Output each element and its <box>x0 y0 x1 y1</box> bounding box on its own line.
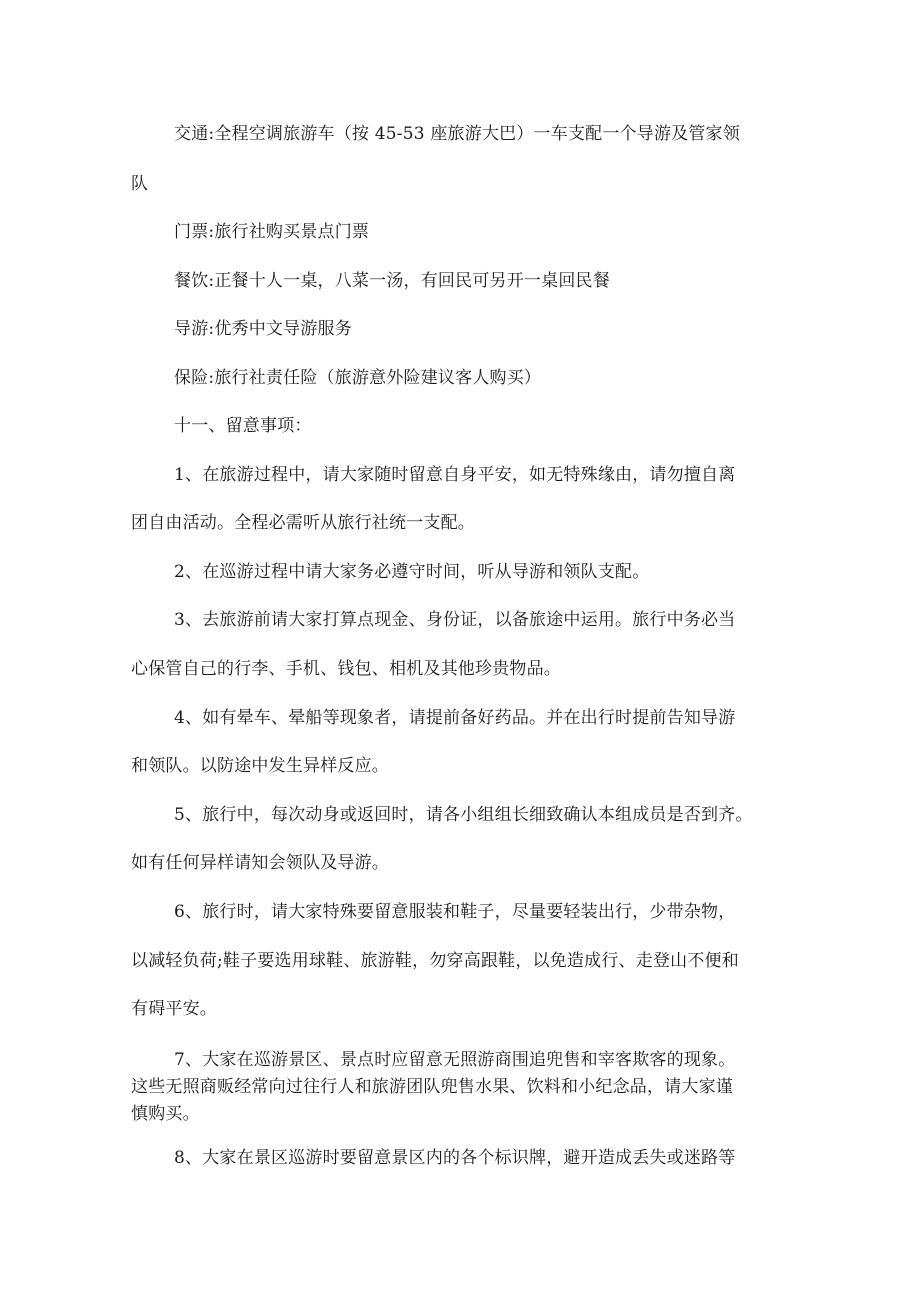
list-item-6-line3: 有碍平安。 <box>131 999 217 1019</box>
list-item-8-line1: 8、大家在景区巡游时要留意景区内的各个标识牌，避开造成丢失或迷路等 <box>174 1148 736 1168</box>
list-item-2-line1: 2、在巡游过程中请大家务必遵守时间，听从导游和领队支配。 <box>174 562 650 582</box>
list-item-4-line1: 4、如有晕车、晕船等现象者，请提前备好药品。并在出行时提前告知导游 <box>174 708 736 728</box>
list-item-3-line2: 心保管自己的行李、手机、钱包、相机及其他珍贵物品。 <box>131 659 561 679</box>
section-title: 十一、留意事项： <box>174 416 312 436</box>
list-item-6-line2: 以减轻负荷;鞋子要选用球鞋、旅游鞋，勿穿高跟鞋，以免造成行、走登山不便和 <box>131 951 739 971</box>
text-line-guide: 导游:优秀中文导游服务 <box>174 319 352 339</box>
text-line-transport: 交通:全程空调旅游车（按 45-53 座旅游大巴）一车支配一个导游及管家领 <box>174 124 740 144</box>
list-item-5-line1: 5、旅行中，每次动身或返回时，请各小组组长细致确认本组成员是否到齐。 <box>174 805 753 825</box>
list-item-7-line1: 7、大家在巡游景区、景点时应留意无照游商围追兜售和宰客欺客的现象。 <box>174 1050 736 1070</box>
text-line-insurance: 保险:旅行社责任险（旅游意外险建议客人购买） <box>174 368 542 388</box>
list-item-1-line1: 1、在旅游过程中，请大家随时留意自身平安，如无特殊缘由，请勿擅自离 <box>174 465 736 485</box>
list-item-7-line3: 慎购买。 <box>131 1104 200 1124</box>
list-item-3-line1: 3、去旅游前请大家打算点现金、身份证，以备旅途中运用。旅行中务必当 <box>174 610 736 630</box>
list-item-4-line2: 和领队。以防途中发生异样反应。 <box>131 756 389 776</box>
list-item-5-line2: 如有任何异样请知会领队及导游。 <box>131 853 389 873</box>
list-item-1-line2: 团自由活动。全程必需听从旅行社统一支配。 <box>131 513 475 533</box>
text-line-meals: 餐饮:正餐十人一桌，八菜一汤，有回民可另开一桌回民餐 <box>174 271 610 291</box>
text-line-tickets: 门票:旅行社购买景点门票 <box>174 222 370 242</box>
list-item-6-line1: 6、旅行时，请大家特殊要留意服装和鞋子，尽量要轻装出行，少带杂物， <box>174 902 736 922</box>
text-line-transport-cont: 队 <box>131 174 149 194</box>
list-item-7-line2: 这些无照商贩经常向过往行人和旅游团队兜售水果、饮料和小纪念品，请大家谨 <box>131 1077 733 1097</box>
